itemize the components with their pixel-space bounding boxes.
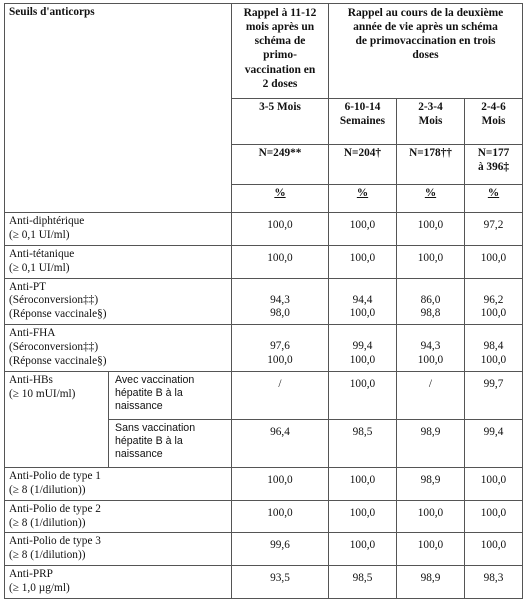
header-age-line: Mois bbox=[418, 114, 443, 127]
value-cell bbox=[329, 325, 397, 372]
table-row-anti-hbs-with bbox=[5, 371, 523, 419]
value: 100,0 bbox=[480, 506, 507, 519]
row-label bbox=[5, 566, 232, 599]
value-cell bbox=[232, 566, 329, 599]
value: 100,0 bbox=[480, 251, 507, 264]
table-row-anti-polio-2 bbox=[5, 500, 523, 533]
row-label-line: Anti-Polio de type 3 bbox=[9, 535, 101, 548]
sub-label-line: hépatite B à la bbox=[115, 386, 183, 399]
value: 100,0 bbox=[267, 354, 293, 367]
row-label-line: (Séroconversion‡‡) bbox=[9, 294, 99, 307]
header-n-cell bbox=[232, 145, 329, 185]
header-unit: % bbox=[274, 187, 286, 199]
value: 100,0 bbox=[349, 307, 376, 320]
value: 100,0 bbox=[349, 506, 376, 519]
value: 100,0 bbox=[267, 473, 293, 486]
table-row-anti-diphtheria bbox=[5, 213, 523, 246]
value-cell bbox=[465, 533, 523, 566]
header-n-cell bbox=[329, 145, 397, 185]
header-age-line: 2-4-6 bbox=[481, 101, 506, 113]
value: 100,0 bbox=[349, 473, 376, 486]
header-n-line: N=249** bbox=[258, 147, 302, 159]
value: 100,0 bbox=[417, 506, 444, 519]
header-age-line: Semaines bbox=[339, 114, 386, 127]
value: 97,6 bbox=[270, 340, 290, 353]
header-age-line: 6-10-14 bbox=[344, 101, 381, 113]
value: 93,5 bbox=[270, 572, 290, 585]
row-label bbox=[5, 213, 232, 246]
value-cell bbox=[465, 467, 523, 500]
value: 100,0 bbox=[417, 539, 444, 552]
value: 100,0 bbox=[480, 539, 507, 552]
row-label-line: Anti-tétanique bbox=[9, 247, 75, 260]
header-age-line: 3-5 Mois bbox=[259, 101, 301, 113]
value-cell bbox=[465, 245, 523, 278]
header-age-cell bbox=[397, 99, 465, 145]
value: 98,9 bbox=[420, 473, 441, 486]
value-cell bbox=[397, 566, 465, 599]
value: 94,4 bbox=[352, 293, 373, 306]
value: 96,4 bbox=[270, 425, 290, 438]
value-cell bbox=[329, 371, 397, 419]
header-group1-line: vaccination en bbox=[244, 63, 316, 76]
sub-label-line: hépatite B à la bbox=[115, 434, 183, 447]
value-cell bbox=[329, 533, 397, 566]
header-group-booster-11-12 bbox=[232, 4, 329, 99]
row-label-line: (≥ 0,1 UI/ml) bbox=[9, 228, 70, 241]
header-age-cell bbox=[465, 99, 523, 145]
value-cell bbox=[329, 566, 397, 599]
sub-label-line: Sans vaccination bbox=[115, 421, 196, 434]
value: 99,7 bbox=[483, 377, 504, 390]
value-cell bbox=[329, 419, 397, 467]
value: 100,0 bbox=[267, 251, 293, 264]
value-cell bbox=[465, 500, 523, 533]
table-row-anti-prp bbox=[5, 566, 523, 599]
value: 98,5 bbox=[352, 425, 373, 438]
value: 94,3 bbox=[420, 340, 441, 353]
value: 94,3 bbox=[270, 293, 290, 306]
row-label-line: Anti-PRP bbox=[9, 568, 53, 581]
value-cell bbox=[465, 566, 523, 599]
value-cell bbox=[329, 278, 397, 325]
row-label-line: (Réponse vaccinale§) bbox=[9, 355, 107, 368]
value-cell bbox=[465, 325, 523, 372]
value: 100,0 bbox=[480, 307, 507, 320]
row-label bbox=[5, 500, 232, 533]
value: 98,4 bbox=[483, 340, 504, 353]
value-cell bbox=[465, 278, 523, 325]
header-group2-line: de primovaccination en trois bbox=[355, 35, 496, 48]
value: 100,0 bbox=[349, 539, 376, 552]
header-row-groups bbox=[5, 4, 523, 99]
value: 86,0 bbox=[420, 293, 441, 306]
value-cell bbox=[465, 213, 523, 246]
row-label-line: (≥ 8 (1/dilution)) bbox=[9, 549, 86, 562]
value: 96,2 bbox=[483, 293, 504, 306]
row-label-line: (≥ 1,0 µg/ml) bbox=[9, 582, 70, 595]
header-n-cell bbox=[465, 145, 523, 185]
value: 100,0 bbox=[349, 377, 376, 390]
table-row-anti-polio-3 bbox=[5, 533, 523, 566]
value: 100,0 bbox=[480, 473, 507, 486]
row-label-anti-hbs bbox=[5, 371, 109, 467]
antibody-threshold-table bbox=[4, 3, 523, 599]
table-row-anti-polio-1 bbox=[5, 467, 523, 500]
value: 99,4 bbox=[483, 425, 504, 438]
row-label-line: Anti-diphtérique bbox=[9, 215, 85, 227]
value: 98,0 bbox=[270, 307, 290, 320]
header-group1-line: mois après un bbox=[245, 21, 315, 34]
row-label bbox=[5, 325, 232, 372]
row-label-line: (Réponse vaccinale§) bbox=[9, 308, 107, 321]
value: 98,9 bbox=[420, 572, 441, 585]
row-label-line: (≥ 8 (1/dilution)) bbox=[9, 516, 86, 529]
value: 100,0 bbox=[417, 354, 444, 367]
header-group1-line: 2 doses bbox=[262, 77, 298, 90]
header-age-cell bbox=[232, 99, 329, 145]
header-corner: Seuils d'anticorps bbox=[5, 4, 232, 213]
row-label-line: Anti-Polio de type 1 bbox=[9, 469, 101, 482]
value-cell bbox=[397, 245, 465, 278]
header-n-line: N=178†† bbox=[409, 147, 452, 159]
row-label-line: Anti-PT bbox=[9, 280, 47, 293]
header-unit: % bbox=[356, 187, 369, 199]
header-unit: % bbox=[487, 187, 500, 199]
table-row-anti-tetanus bbox=[5, 245, 523, 278]
value: 100,0 bbox=[480, 354, 507, 367]
value-cell bbox=[465, 371, 523, 419]
row-label-line: (≥ 8 (1/dilution)) bbox=[9, 483, 86, 496]
value: 99,6 bbox=[270, 539, 290, 552]
sub-label-with-vaccination bbox=[109, 371, 232, 419]
value-cell bbox=[232, 278, 329, 325]
header-age-cell bbox=[329, 99, 397, 145]
value-cell bbox=[397, 500, 465, 533]
header-unit-cell bbox=[329, 185, 397, 213]
value-cell bbox=[232, 245, 329, 278]
value: 97,2 bbox=[483, 219, 504, 231]
value-cell bbox=[232, 533, 329, 566]
sub-label-line: Avec vaccination bbox=[115, 373, 195, 386]
table-row-anti-fha bbox=[5, 325, 523, 372]
value-cell bbox=[232, 500, 329, 533]
row-label bbox=[5, 467, 232, 500]
header-group2-line: Rappel au cours de la deuxième bbox=[347, 7, 504, 19]
value: 100,0 bbox=[417, 251, 444, 264]
value-cell bbox=[329, 245, 397, 278]
value-cell bbox=[397, 533, 465, 566]
value: 98,5 bbox=[352, 572, 373, 585]
antibody-threshold-table-page bbox=[4, 3, 522, 599]
sub-label-line: naissance bbox=[115, 447, 163, 460]
row-label-line: Anti-HBs bbox=[9, 373, 53, 386]
value-cell bbox=[397, 325, 465, 372]
row-label bbox=[5, 278, 232, 325]
value: 100,0 bbox=[349, 251, 376, 264]
header-unit: % bbox=[424, 187, 437, 199]
header-unit-cell bbox=[397, 185, 465, 213]
value: 98,8 bbox=[420, 307, 441, 320]
value-cell bbox=[465, 419, 523, 467]
header-group2-line: année de vie après un schéma bbox=[353, 21, 498, 34]
header-group1-line: schéma de bbox=[254, 35, 306, 48]
header-group2-line: doses bbox=[412, 49, 439, 62]
value-cell bbox=[232, 213, 329, 246]
row-label-line: (Séroconversion‡‡) bbox=[9, 341, 99, 354]
value: 98,9 bbox=[420, 425, 441, 438]
value: / bbox=[278, 377, 282, 390]
header-group-booster-second-year bbox=[329, 4, 523, 99]
header-group1-line: Rappel à 11-12 bbox=[243, 7, 317, 19]
header-unit-cell bbox=[232, 185, 329, 213]
value-cell bbox=[232, 325, 329, 372]
value: 100,0 bbox=[267, 219, 293, 231]
value: 100,0 bbox=[267, 506, 293, 519]
value: 99,4 bbox=[352, 340, 373, 353]
value: / bbox=[428, 377, 433, 390]
header-group1-line: primo- bbox=[263, 49, 297, 62]
sub-label-without-vaccination bbox=[109, 419, 232, 467]
header-n-line: N=177 bbox=[477, 147, 510, 159]
row-label-line: (≥ 0,1 UI/ml) bbox=[9, 261, 70, 274]
value-cell bbox=[397, 278, 465, 325]
value: 100,0 bbox=[417, 219, 444, 231]
value-cell bbox=[397, 467, 465, 500]
row-label-line: Anti-Polio de type 2 bbox=[9, 502, 101, 515]
header-age-line: 2-3-4 bbox=[418, 101, 443, 113]
sub-label-line: naissance bbox=[115, 399, 163, 412]
value-cell bbox=[329, 213, 397, 246]
header-n-line: N=204† bbox=[343, 147, 382, 159]
value-cell bbox=[232, 467, 329, 500]
header-n-cell bbox=[397, 145, 465, 185]
table-row-anti-pt bbox=[5, 278, 523, 325]
header-unit-cell bbox=[465, 185, 523, 213]
value-cell bbox=[232, 419, 329, 467]
row-label-line: Anti-FHA bbox=[9, 327, 56, 340]
value-cell bbox=[329, 467, 397, 500]
row-label bbox=[5, 245, 232, 278]
value-cell bbox=[232, 371, 329, 419]
value: 100,0 bbox=[349, 219, 376, 231]
value-cell bbox=[397, 371, 465, 419]
value: 100,0 bbox=[349, 354, 376, 367]
header-age-line: Mois bbox=[481, 114, 506, 127]
header-n-line: à 396‡ bbox=[477, 160, 510, 173]
value-cell bbox=[329, 500, 397, 533]
row-label bbox=[5, 533, 232, 566]
value: 98,3 bbox=[483, 572, 504, 585]
row-label-line: (≥ 10 mUI/ml) bbox=[9, 387, 76, 400]
value-cell bbox=[397, 419, 465, 467]
value-cell bbox=[397, 213, 465, 246]
